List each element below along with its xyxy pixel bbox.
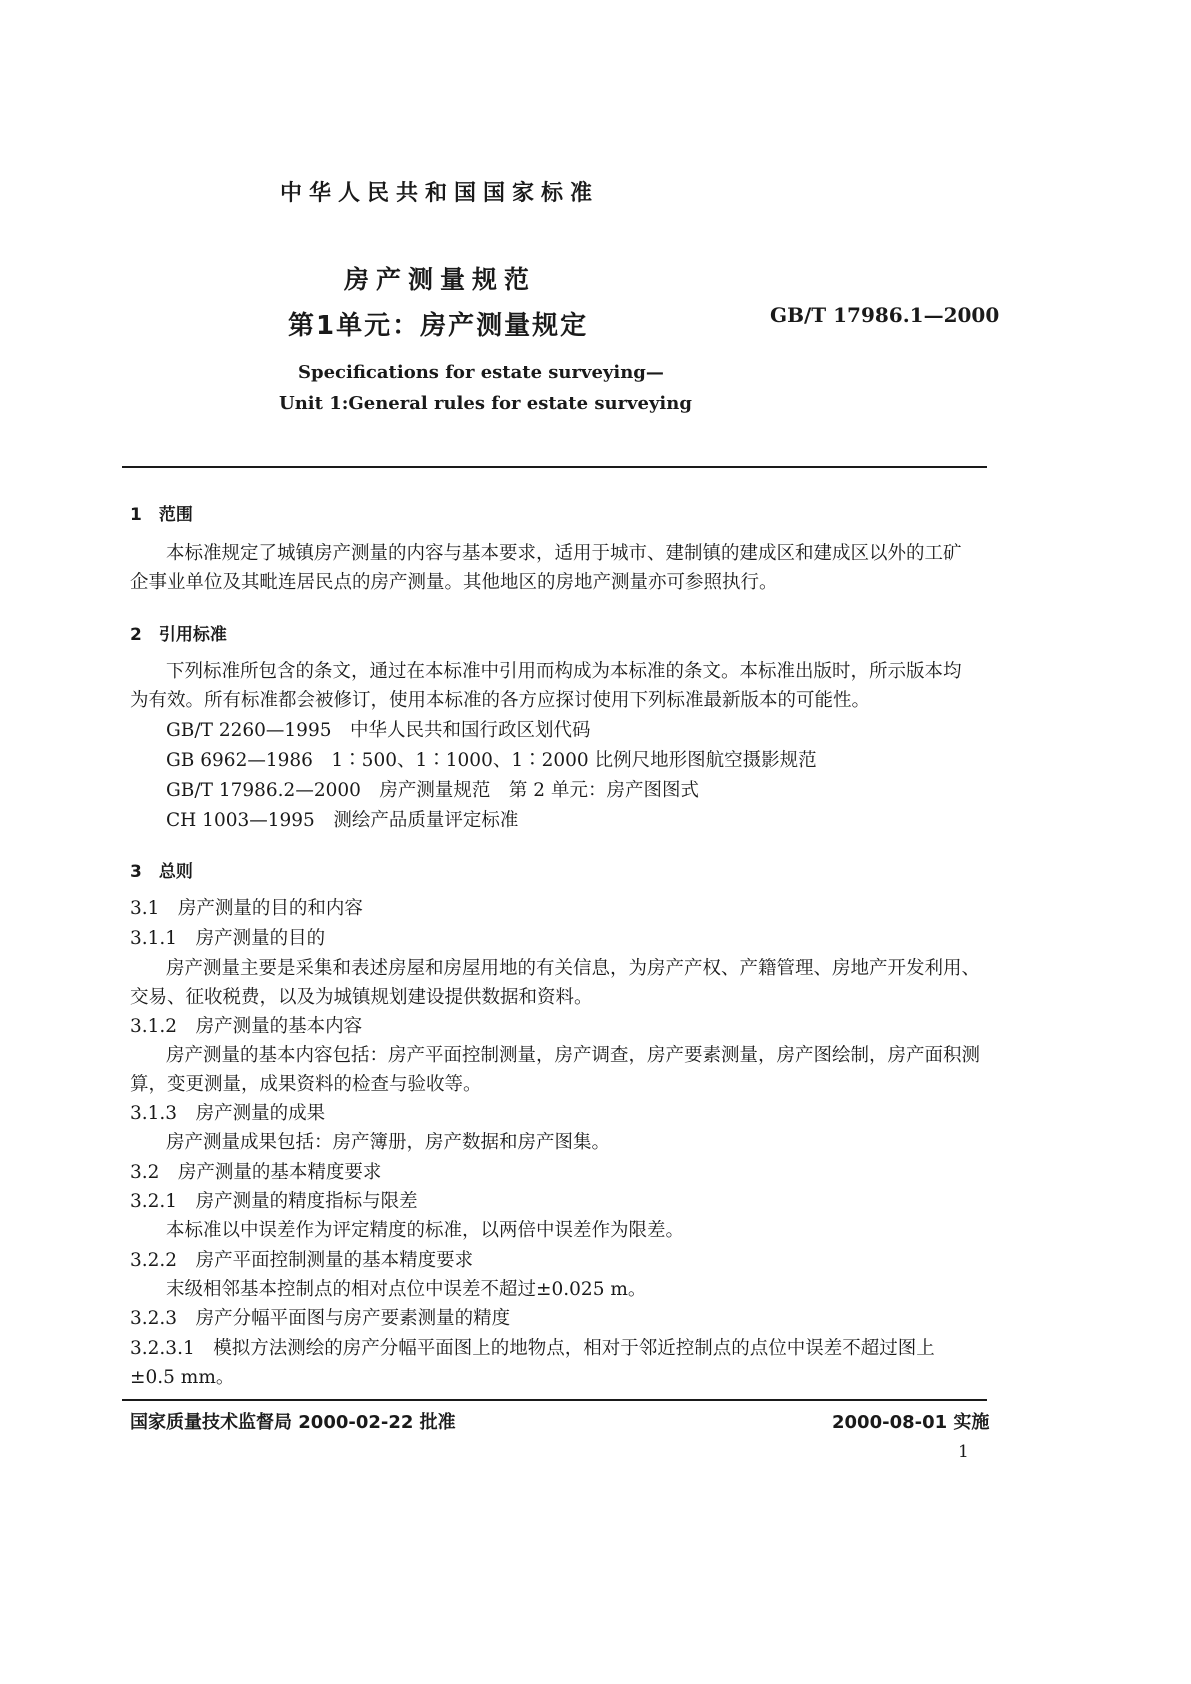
reference-item: CH 1003—1995 测绘产品质量评定标准 — [166, 810, 519, 831]
clause-3-2-3-1-line-1: 3.2.3.1 模拟方法测绘的房产分幅平面图上的地物点，相对于邻近控制点的点位中误差不超过图上 — [130, 1338, 935, 1359]
footer-divider — [122, 1399, 987, 1401]
section-2-para-line-2: 为有效。所有标准都会被修订，使用本标准的各方应探讨使用下列标准最新版本的可能性。 — [130, 690, 871, 711]
clause-3-2-2-line-1: 末级相邻基本控制点的相对点位中误差不超过±0.025 m。 — [166, 1279, 647, 1300]
implementation-date: 2000-08-01 实施 — [832, 1412, 990, 1433]
header-divider — [122, 466, 987, 468]
clause-3-1-2-line-1: 房产测量的基本内容包括：房产平面控制测量，房产调查，房产要素测量，房产图绘制，房产面积测 — [166, 1045, 981, 1066]
reference-item: GB/T 2260—1995 中华人民共和国行政区划代码 — [166, 720, 591, 741]
title-line-1: 房产测量规范 — [344, 265, 537, 294]
clause-3-1-1-line-2: 交易、征收税费，以及为城镇规划建设提供数据和资料。 — [130, 987, 593, 1008]
clause-3-1-3-line-1: 房产测量成果包括：房产簿册，房产数据和房产图集。 — [166, 1132, 611, 1153]
section-1-para-line-2: 企事业单位及其毗连居民点的房产测量。其他地区的房地产测量亦可参照执行。 — [130, 572, 778, 593]
clause-3-2-2-heading: 3.2.2 房产平面控制测量的基本精度要求 — [130, 1250, 474, 1271]
clause-3-1-heading: 3.1 房产测量的目的和内容 — [130, 898, 363, 919]
clause-3-2-1-heading: 3.2.1 房产测量的精度指标与限差 — [130, 1191, 418, 1212]
standard-number: GB/T 17986.1—2000 — [770, 303, 1000, 327]
section-2-para-line-1: 下列标准所包含的条文，通过在本标准中引用而构成为本标准的条文。本标准出版时，所示版本均 — [166, 661, 962, 682]
section-1-heading: 1 范围 — [130, 505, 193, 525]
clause-3-1-1-line-1: 房产测量主要是采集和表述房屋和房屋用地的有关信息，为房产产权、产籍管理、房地产开发利用、 — [166, 958, 981, 979]
clause-3-2-3-1-line-2: ±0.5 mm。 — [130, 1367, 235, 1388]
clause-3-2-heading: 3.2 房产测量的基本精度要求 — [130, 1162, 382, 1183]
english-title-line-1: Specifications for estate surveying— — [298, 362, 664, 383]
clause-3-1-2-line-2: 算，变更测量，成果资料的检查与验收等。 — [130, 1074, 482, 1095]
title-line-2: 第1单元：房产测量规定 — [288, 311, 589, 341]
clause-3-2-1-line-1: 本标准以中误差作为评定精度的标准，以两倍中误差作为限差。 — [166, 1220, 685, 1241]
section-1-para-line-1: 本标准规定了城镇房产测量的内容与基本要求，适用于城市、建制镇的建成区和建成区以外的工矿 — [166, 543, 962, 564]
reference-item: GB/T 17986.2—2000 房产测量规范 第 2 单元：房产图图式 — [166, 780, 699, 801]
english-title-line-2: Unit 1:General rules for estate surveying — [279, 393, 692, 414]
clause-3-1-2-heading: 3.1.2 房产测量的基本内容 — [130, 1016, 363, 1037]
section-3-heading: 3 总则 — [130, 862, 193, 882]
section-2-heading: 2 引用标准 — [130, 625, 227, 645]
clause-3-1-3-heading: 3.1.3 房产测量的成果 — [130, 1103, 326, 1124]
country-standard-heading: 中华人民共和国国家标准 — [280, 181, 600, 206]
clause-3-2-3-heading: 3.2.3 房产分幅平面图与房产要素测量的精度 — [130, 1308, 511, 1329]
page-number: 1 — [958, 1442, 969, 1462]
approval-line: 国家质量技术监督局 2000-02-22 批准 — [130, 1412, 456, 1433]
clause-3-1-1-heading: 3.1.1 房产测量的目的 — [130, 928, 326, 949]
reference-item: GB 6962—1986 1∶500、1∶1000、1∶2000 比例尺地形图航空摄影规范 — [166, 750, 817, 771]
